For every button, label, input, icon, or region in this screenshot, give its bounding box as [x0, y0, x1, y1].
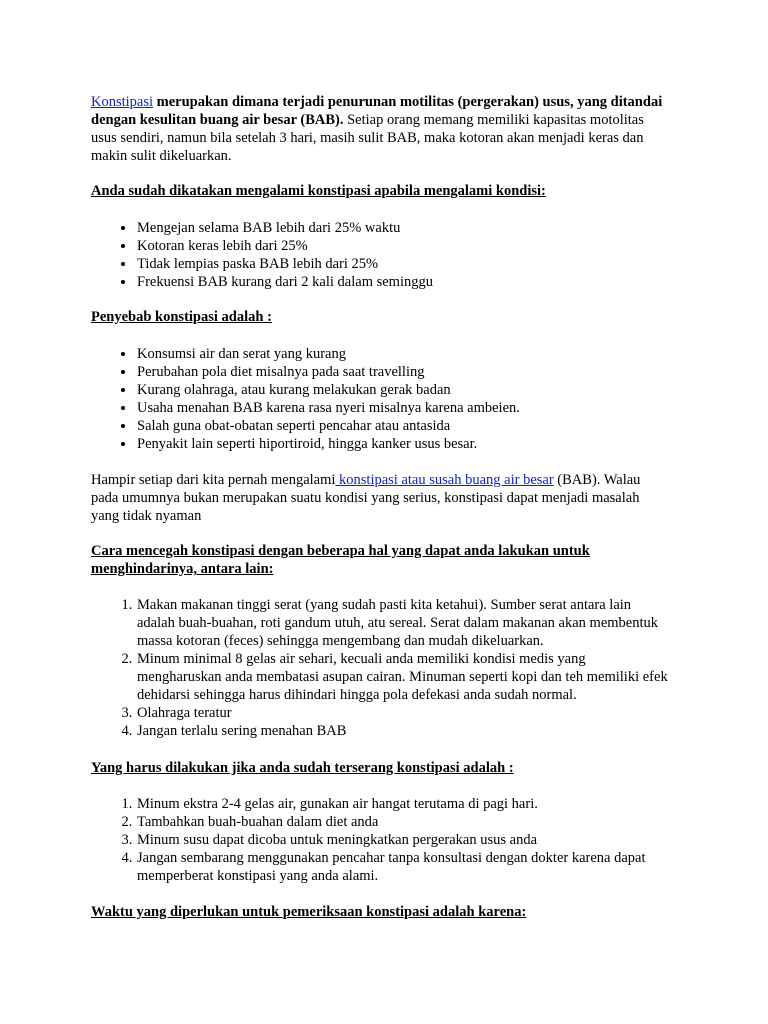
list-item: • Frekuensi BAB kurang dari 2 kali dalam seminggu	[136, 273, 671, 291]
intro-bold-text: merupakan dimana terjadi penurunan motilitas (pergerakan) usus, yang ditandai dengan kesulitan buang air besar (BAB).	[91, 94, 663, 128]
conditions-list	[91, 219, 671, 291]
list-item: 2. Tambahkan buah-buahan dalam diet anda	[136, 813, 671, 831]
intro-paragraph	[91, 93, 671, 165]
document-page	[91, 93, 671, 921]
intro-normal-text: Setiap orang memang memiliki kapasitas motolitas usus sendiri, namun bila setelah 3 hari, masih sulit BAB, maka kotoran akan menjadi keras dan makin sulit dikeluarkan.	[91, 112, 644, 164]
conditions-heading: Anda sudah dikatakan mengalami konstipasi apabila mengalami kondisi:	[91, 183, 546, 199]
list-item: 3. Minum susu dapat dicoba untuk meningkatkan pergerakan usus anda	[136, 831, 671, 849]
list-item: • Salah guna obat-obatan seperti pencahar atau antasida	[136, 417, 671, 435]
prevention-list	[91, 596, 671, 740]
list-item: • Kotoran keras lebih dari 25%	[136, 237, 671, 255]
common-text-after: (BAB). Walau pada umumnya bukan merupakan suatu kondisi yang serius, konstipasi dapat menjadi masalah yang tidak nyaman	[91, 472, 641, 524]
list-item: 4. Jangan terlalu sering menahan BAB	[136, 722, 671, 740]
list-item: • Kurang olahraga, atau kurang melakukan gerak badan	[136, 381, 671, 399]
causes-list	[91, 345, 671, 453]
list-item: 4. Jangan sembarang menggunakan pencahar tanpa konsultasi dengan dokter karena dapat memperberat konstipasi yang anda alami.	[136, 849, 671, 885]
causes-heading: Penyebab konstipasi adalah :	[91, 309, 272, 325]
treatment-list	[91, 795, 671, 885]
list-item: • Konsumsi air dan serat yang kurang	[136, 345, 671, 363]
treatment-heading: Yang harus dilakukan jika anda sudah terserang konstipasi adalah :	[91, 760, 514, 776]
prevention-heading: Cara mencegah konstipasi dengan beberapa hal yang dapat anda lakukan untuk menghindarinya, antara lain:	[91, 543, 590, 577]
list-item: 2. Minum minimal 8 gelas air sehari, kecuali anda memiliki kondisi medis yang mengharuskan anda membatasi asupan cairan. Minuman seperti kopi dan teh memiliki efek dehidarsi sehingga harus dihindari hingga pola defekasi anda sudah normal.	[136, 650, 671, 704]
susah-bab-link[interactable]: konstipasi atau susah buang air besar	[335, 472, 554, 488]
list-item: 1. Makan makanan tinggi serat (yang sudah pasti kita ketahui). Sumber serat antara lain adalah buah-buahan, roti gandum utuh, atu sereal. Serat dalam makanan akan membentuk massa kotoran (feces) sehingga mengembang dan mudah dikeluarkan.	[136, 596, 671, 650]
list-item: 1. Minum ekstra 2-4 gelas air, gunakan air hangat terutama di pagi hari.	[136, 795, 671, 813]
list-item: • Perubahan pola diet misalnya pada saat travelling	[136, 363, 671, 381]
list-item: • Tidak lempias paska BAB lebih dari 25%	[136, 255, 671, 273]
common-text-before: Hampir setiap dari kita pernah mengalami	[91, 472, 336, 488]
list-item: • Penyakit lain seperti hiportiroid, hingga kanker usus besar.	[136, 435, 671, 453]
time-heading: Waktu yang diperlukan untuk pemeriksaan konstipasi adalah karena:	[91, 904, 527, 920]
konstipasi-link[interactable]: Konstipasi	[91, 94, 154, 110]
common-paragraph	[91, 471, 671, 525]
list-item: 3. Olahraga teratur	[136, 704, 671, 722]
list-item: • Usaha menahan BAB karena rasa nyeri misalnya karena ambeien.	[136, 399, 671, 417]
list-item: • Mengejan selama BAB lebih dari 25% waktu	[136, 219, 671, 237]
